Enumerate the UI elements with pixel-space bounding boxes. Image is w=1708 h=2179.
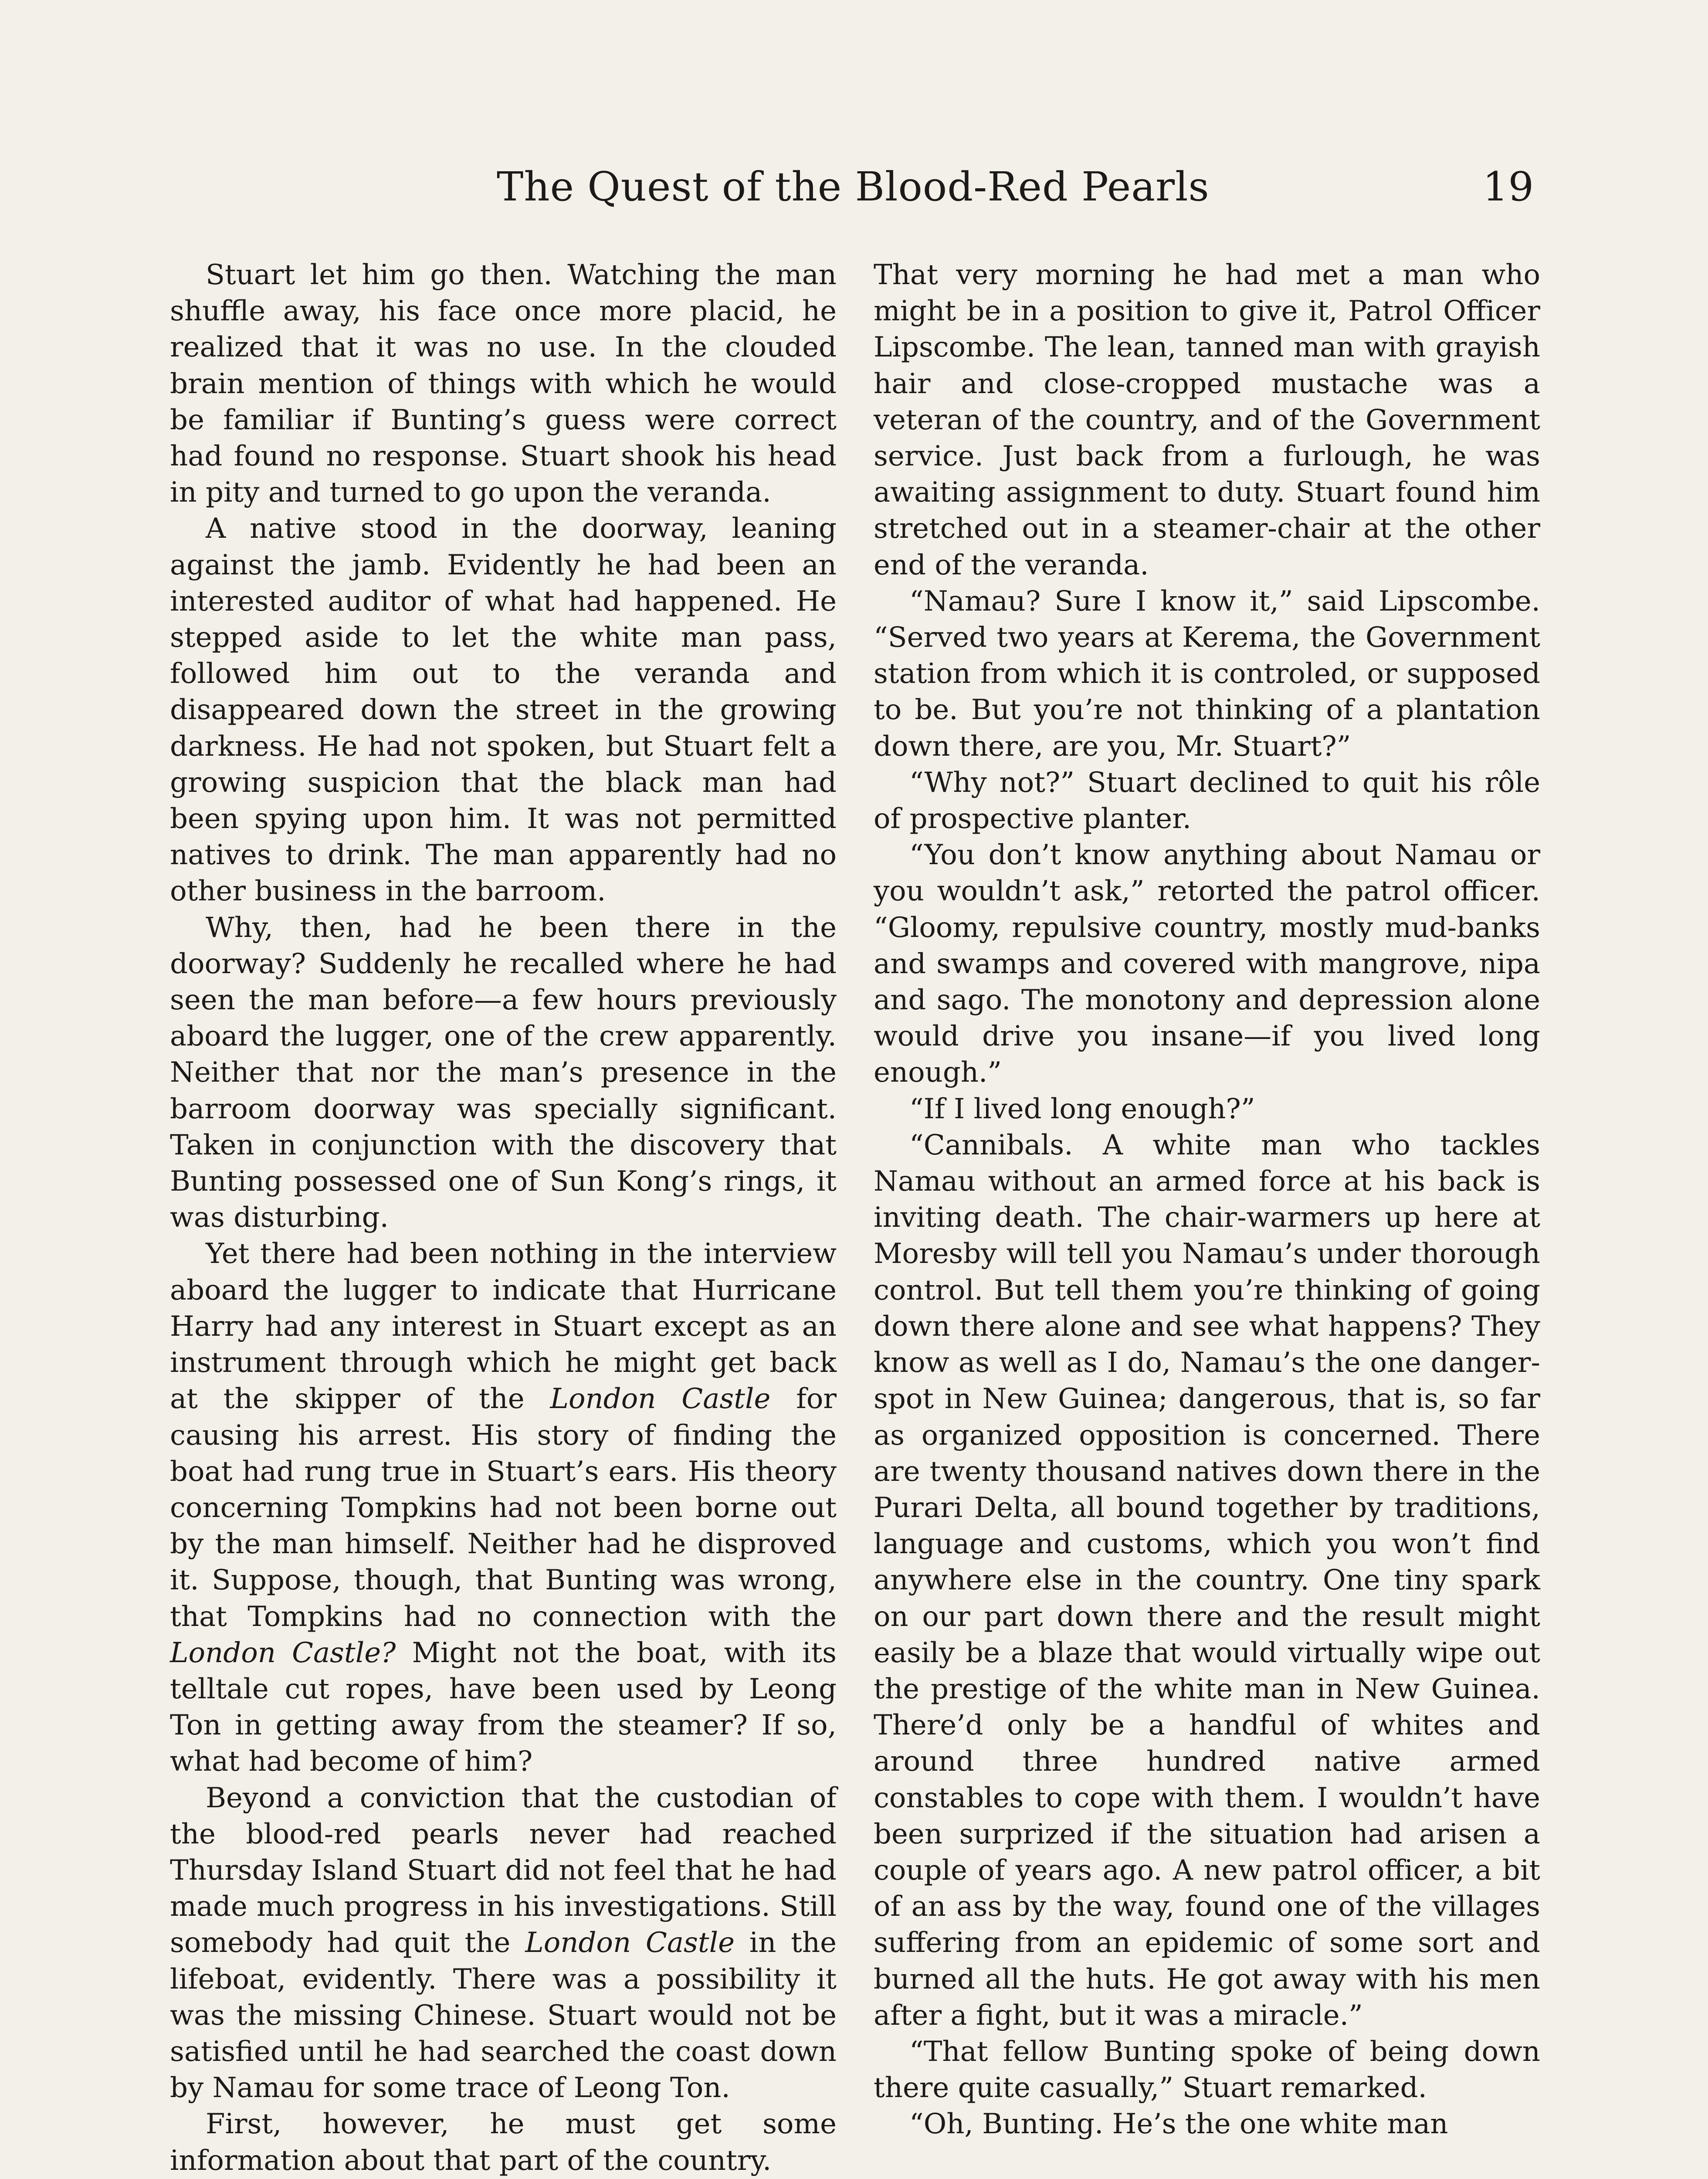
text-run: Yet there had been nothing in the interview aboard the lugger to indicate that Hurricane Harry had any interest in Stuart except as an instrument through which he might get back at the skipper of the (170, 1238, 837, 1415)
running-header (0, 163, 1708, 220)
paragraph: “If I lived long enough?” (909, 1093, 1255, 1125)
paragraph: “That fellow Bunting spoke of being down there quite casually,” Stuart remarked. (874, 2035, 1540, 2104)
text-run: for causing his arrest. His story of finding the boat had rung true in Stuart’s ears. His theory concerning Tompkins had not been borne out by the man himself. Neither had he disproved it. Suppose, though, that Bunting was wrong, that Tompkins had no connection with the (170, 1383, 837, 1633)
paragraph: “Namau? Sure I know it,” said Lipscombe. “Served two years at Kerema, the Government station from which it is controled, or supposed to be. But you’re not thinking of a plantation down there, are you, Mr. Stuart?” (874, 585, 1540, 763)
page-title: The Quest of the Blood-Red Pearls (497, 163, 1210, 210)
right-column (874, 257, 1540, 2143)
paragraph (170, 1236, 837, 1780)
paragraph: First, however, he must get some information about that part of the country. (170, 2108, 837, 2177)
paragraph: A native stood in the doorway, leaning against the jamb. Evidently he had been an interested auditor of what had happened. He stepped aside to let the white man pass, followed him out to the veranda and disappeared down the street in the growing darkness. He had not spoken, but Stuart felt a growing suspicion that the black man had been spying upon him. It was not permitted natives to drink. The man apparently had no other business in the barroom. (170, 513, 837, 908)
text-run: in the lifeboat, evidently. There was a possibility it was the missing Chinese. Stuart would not be satisfied until he had searched the coast down by Namau for some trace of Leong Ton. (170, 1927, 837, 2104)
paragraph: “You don’t know anything about Namau or you wouldn’t ask,” retorted the patrol officer. “Gloomy, repulsive country, mostly mud-banks and swamps and covered with mangrove, nipa and sago. The monotony and depression alone would drive you insane—if you lived long enough.” (874, 839, 1540, 1089)
paragraph (170, 1780, 837, 2107)
ship-name-italic: London Castle? (170, 1636, 396, 1669)
text-run: Might not the boat, with its telltale cut ropes, have been used by Leong Ton in getting away from the steamer? If so, what had become of him? (170, 1636, 837, 1778)
paragraph: That very morning he had met a man who might be in a position to give it, Patrol Officer Lipscombe. The lean, tanned man with grayish hair and close-cropped mustache was a veteran of the country, and of the Government service. Just back from a furlough, he was awaiting assignment to duty. Stuart found him stretched out in a steamer-chair at the other end of the veranda. (874, 259, 1540, 581)
paragraph: “Cannibals. A white man who tackles Namau without an armed force at his back is inviting death. The chair-warmers up here at Moresby will tell you Namau’s under thorough control. But tell them you’re thinking of going down there alone and see what happens? They know as well as I do, Namau’s the one danger-spot in New Guinea; dangerous, that is, so far as organized opposition is concerned. There are twenty thousand natives down there in the Purari Delta, all bound together by traditions, language and customs, which you won’t find anywhere else in the country. One tiny spark on our part down there and the result might easily be a blaze that would virtually wipe out the prestige of the white man in New Guinea. There’d only be a handful of whites and around three hundred native armed constables to cope with them. I wouldn’t have been surprized if the situation had arisen a couple of years ago. A new patrol officer, a bit of an ass by the way, found one of the villages suffering from an epidemic of some sort and burned all the huts. He got away with his men after a fight, but it was a miracle.” (874, 1129, 1540, 2032)
paragraph: “Why not?” Stuart declined to quit his rôle of prospective planter. (874, 766, 1540, 835)
text-run: Beyond a conviction that the custodian of the blood-red pearls never had reached Thursday Island Stuart did not feel that he had made much progress in his investigations. Still somebody had quit the (170, 1782, 837, 1959)
ship-name-italic: London Castle (525, 1927, 735, 1959)
paragraph: Stuart let him go then. Watching the man shuffle away, his face once more placid, he realized that it was no use. In the clouded brain mention of things with which he would be familiar if Bunting’s guess were correct had found no response. Stuart shook his head in pity and turned to go upon the veranda. (170, 259, 837, 509)
left-column (170, 257, 837, 2179)
paragraph: Why, then, had he been there in the doorway? Suddenly he recalled where he had seen the man before—a few hours previously aboard the lugger, one of the crew apparently. Neither that nor the man’s presence in the barroom doorway was specially significant. Taken in conjunction with the discovery that Bunting possessed one of Sun Kong’s rings, it was disturbing. (170, 911, 837, 1234)
paragraph: “Oh, Bunting. He’s the one white man (909, 2108, 1448, 2141)
ship-name-italic: London Castle (550, 1383, 771, 1415)
page-number: 19 (1482, 163, 1534, 210)
